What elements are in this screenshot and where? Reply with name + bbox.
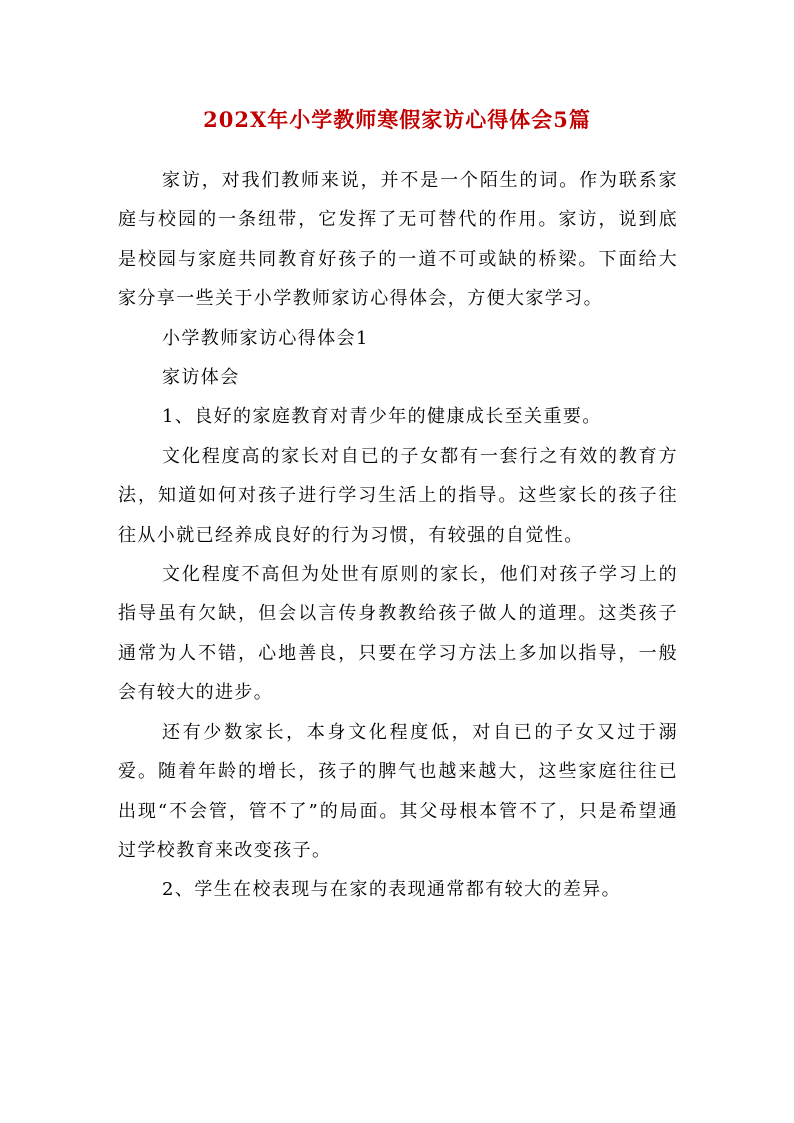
point-1-heading: 1、良好的家庭教育对青少年的健康成长至关重要。 — [162, 406, 602, 428]
intro-paragraph: 家访，对我们教师来说，并不是一个陌生的词。作为联系家庭与校园的一条纽带，它发挥了无可替代的作用。家访，说到底是校园与家庭共同教育好孩子的一道不可或缺的桥梁。下面给大家分享一些关于小学教师家访心得体会，方便大家学习。 — [118, 170, 678, 310]
body-paragraph: 文化程度不高但为处世有原则的家长，他们对孩子学习上的指导虽有欠缺，但会以言传身教教给孩子做人的道理。这类孩子通常为人不错，心地善良，只要在学习方法上多加以指导，一般会有较大的进步。 — [118, 564, 678, 704]
body-paragraph: 文化程度高的家长对自已的子女都有一套行之有效的教育方法，知道如何对孩子进行学习生活上的指导。这些家长的孩子往往从小就已经养成良好的行为习惯，有较强的自觉性。 — [118, 445, 678, 546]
document-body — [118, 161, 678, 910]
point-2-heading: 2、学生在校表现与在家的表现通常都有较大的差异。 — [162, 879, 622, 901]
document-title: 202X年小学教师寒假家访心得体会5篇 — [203, 107, 591, 132]
body-paragraph: 还有少数家长，本身文化程度低，对自已的子女又过于溺爱。随着年龄的增长，孩子的脾气也越来越大，这些家庭往往已出现“不会管，管不了”的局面。其父母根本管不了，只是希望通过学校教育来改变孩子。 — [118, 721, 678, 861]
subsection-heading: 家访体会 — [162, 367, 240, 389]
section-heading: 小学教师家访心得体会1 — [162, 327, 369, 349]
